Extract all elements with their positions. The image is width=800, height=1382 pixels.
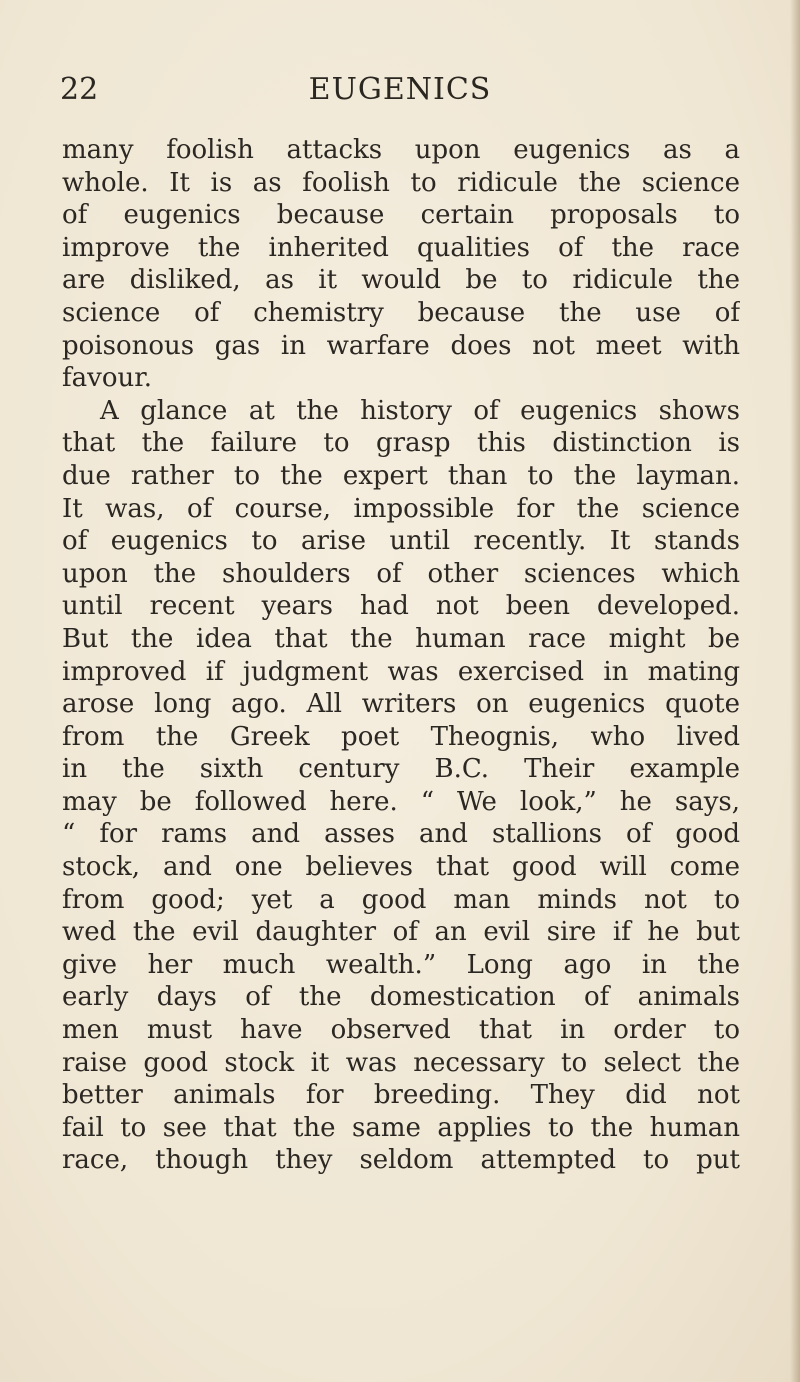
text-line: stock, and one believes that good will come (62, 852, 740, 883)
text-line: that the failure to grasp this distinction is (62, 428, 740, 459)
text-line: from good; yet a good man minds not to (62, 884, 740, 915)
text-line: in the sixth century B.C. Their example (62, 754, 740, 785)
text-line: favour. (62, 363, 153, 394)
text-line: may be followed here. “ We look,” he says, (62, 786, 740, 817)
text-line: are disliked, as it would be to ridicule the (62, 265, 740, 296)
text-line: upon the shoulders of other sciences which (62, 558, 740, 589)
text-line: of eugenics because certain proposals to (62, 200, 740, 231)
text-line: wed the evil daughter of an evil sire if he but (62, 917, 740, 948)
text-line: give her much wealth.” Long ago in the (62, 949, 740, 980)
text-line: improved if judgment was exercised in mating (62, 656, 740, 687)
text-line: science of chemistry because the use of (62, 297, 740, 328)
text-line: men must have observed that in order to (62, 1015, 740, 1046)
page-number: 22 (60, 72, 99, 107)
text-line: But the idea that the human race might be (62, 623, 740, 654)
text-line: improve the inherited qualities of the race (62, 232, 740, 263)
text-line: fail to see that the same applies to the human (62, 1112, 740, 1143)
body-text (62, 134, 740, 1177)
text-line: many foolish attacks upon eugenics as a (62, 135, 740, 165)
text-line: A glance at the history of eugenics shows (100, 395, 740, 426)
text-line: better animals for breeding. They did not (62, 1080, 740, 1111)
text-line: arose long ago. All writers on eugenics quote (62, 689, 740, 720)
text-line: due rather to the expert than to the layman. (62, 460, 740, 491)
running-title: EUGENICS (308, 72, 492, 107)
text-line: whole. It is as foolish to ridicule the science (62, 167, 740, 198)
text-line: early days of the domestication of animals (62, 982, 740, 1013)
text-line: “ for rams and asses and stallions of good (62, 819, 740, 850)
text-line: race, though they seldom attempted to put (62, 1145, 740, 1176)
text-line: raise good stock it was necessary to select the (62, 1047, 740, 1078)
text-line: It was, of course, impossible for the science (62, 493, 740, 524)
text-line: of eugenics to arise until recently. It stands (62, 526, 740, 557)
text-line: from the Greek poet Theognis, who lived (62, 721, 740, 752)
page-header (60, 70, 740, 110)
text-line: poisonous gas in warfare does not meet with (62, 330, 740, 361)
page-edge-shadow (790, 0, 800, 1382)
text-line: until recent years had not been developed. (62, 591, 740, 622)
